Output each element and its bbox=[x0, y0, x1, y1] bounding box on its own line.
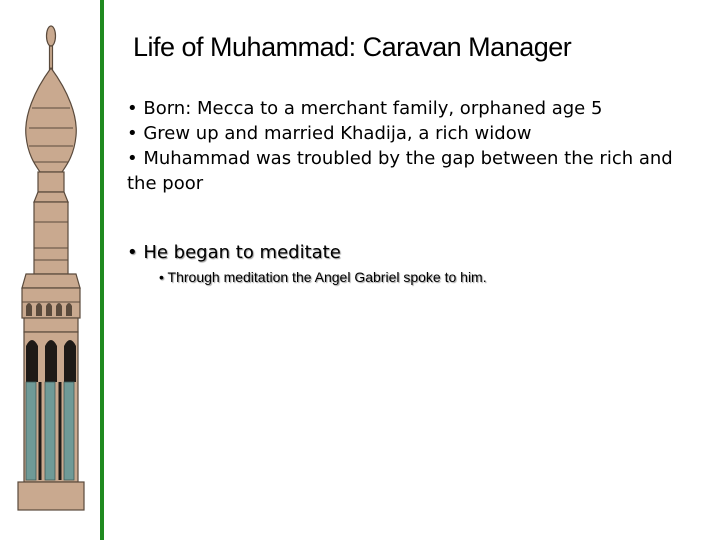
bullet-troubled: • Muhammad was troubled by the gap between the rich and the poor bbox=[127, 148, 673, 194]
sub-bullet-gabriel: • Through meditation the Angel Gabriel spoke to him. bbox=[159, 269, 487, 285]
spacer bbox=[127, 196, 687, 240]
bullet-list bbox=[127, 96, 687, 285]
bullet-meditate: • He began to meditate bbox=[127, 242, 341, 263]
slide-title: Life of Muhammad: Caravan Manager bbox=[133, 32, 572, 62]
bullet-born: • Born: Mecca to a merchant family, orphaned age 5 bbox=[127, 98, 603, 119]
bullet-married: • Grew up and married Khadija, a rich widow bbox=[127, 123, 532, 144]
minaret-icon bbox=[14, 16, 88, 516]
accent-divider bbox=[100, 0, 104, 540]
